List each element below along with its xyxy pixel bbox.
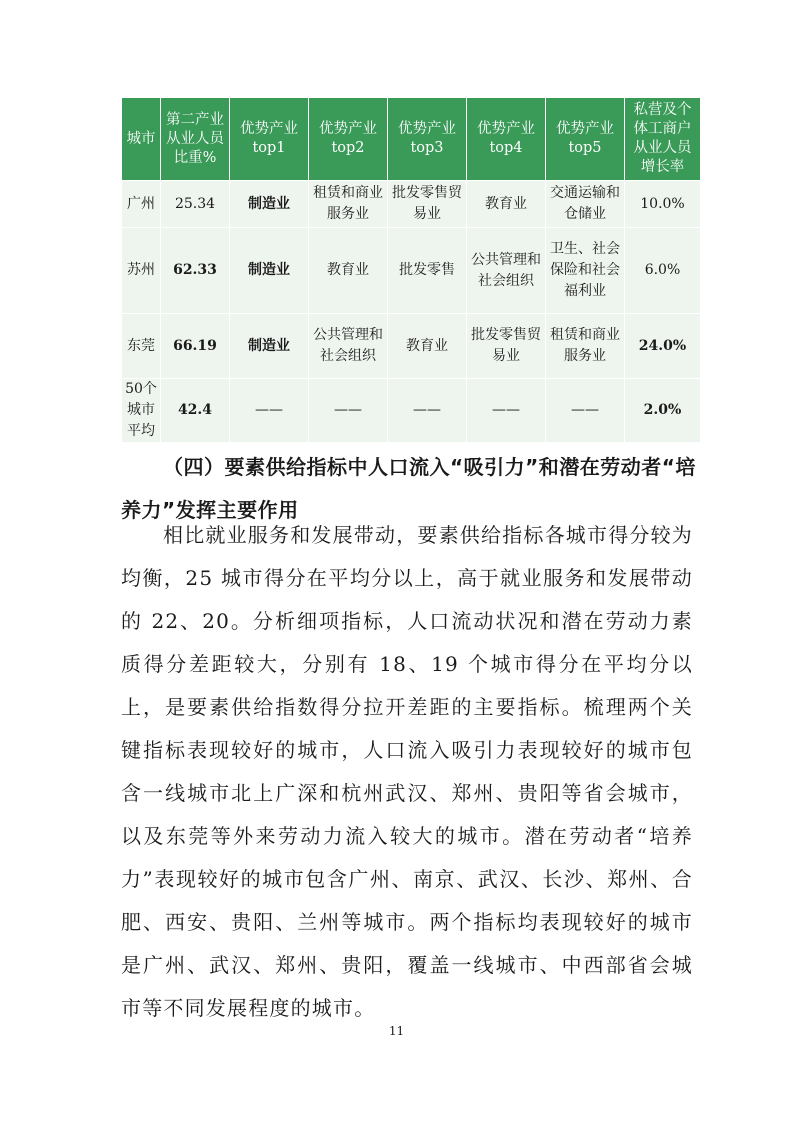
page-number: 11 xyxy=(388,1024,405,1038)
cell-top5: —— xyxy=(546,379,625,443)
cell-city: 苏州 xyxy=(122,228,161,314)
industry-table xyxy=(121,97,701,443)
table-header-row xyxy=(122,98,701,181)
table-row xyxy=(122,181,701,228)
cell-growth: 2.0% xyxy=(625,379,701,443)
cell-growth: 6.0% xyxy=(625,228,701,314)
cell-top1: 制造业 xyxy=(230,181,309,228)
cell-top5: 卫生、社会保险和社会福利业 xyxy=(546,228,625,314)
cell-top1: 制造业 xyxy=(230,228,309,314)
cell-ratio: 62.33 xyxy=(161,228,230,314)
header-growth: 私营及个体工商户从业人员增长率 xyxy=(625,98,701,181)
cell-city: 东莞 xyxy=(122,314,161,379)
table-row xyxy=(122,379,701,443)
cell-top3: 教育业 xyxy=(388,314,467,379)
cell-growth: 10.0% xyxy=(625,181,701,228)
cell-top2: —— xyxy=(309,379,388,443)
header-secondary-ratio: 第二产业从业人员比重% xyxy=(161,98,230,181)
cell-top3: 批发零售贸易业 xyxy=(388,181,467,228)
cell-top3: —— xyxy=(388,379,467,443)
cell-top4: —— xyxy=(467,379,546,443)
table-row xyxy=(122,228,701,314)
header-top2: 优势产业top2 xyxy=(309,98,388,181)
cell-ratio: 66.19 xyxy=(161,314,230,379)
cell-top4: 批发零售贸易业 xyxy=(467,314,546,379)
section-heading-text: （四）要素供给指标中人口流入“吸引力”和潜在劳动者“培养力”发挥主要作用 xyxy=(121,455,696,522)
header-top5: 优势产业top5 xyxy=(546,98,625,181)
cell-top1: —— xyxy=(230,379,309,443)
cell-city: 广州 xyxy=(122,181,161,228)
table-row xyxy=(122,314,701,379)
cell-top4: 教育业 xyxy=(467,181,546,228)
cell-city: 50个城市平均 xyxy=(122,379,161,443)
cell-top4: 公共管理和社会组织 xyxy=(467,228,546,314)
cell-top2: 租赁和商业服务业 xyxy=(309,181,388,228)
cell-ratio: 25.34 xyxy=(161,181,230,228)
header-top4: 优势产业top4 xyxy=(467,98,546,181)
cell-ratio: 42.4 xyxy=(161,379,230,443)
cell-top5: 租赁和商业服务业 xyxy=(546,314,625,379)
header-city: 城市 xyxy=(122,98,161,181)
body-paragraph: 相比就业服务和发展带动，要素供给指标各城市得分较为均衡，25 城市得分在平均分以上，高于就业服务和发展带动的 22、20。分析细项指标，人口流动状况和潜在劳动力素质得分差距较大，分别有 18、19 个城市得分在平均分以上，是要素供给指数得分拉开差距的主要指标。梳理两个关键指标表现较好的城市，人口流入吸引力表现较好的城市包含一线城市北上广深和杭州武汉、郑州、贵阳等省会城市，以及东莞等外来劳动力流入较大的城市。潜在劳动者“培养力”表现较好的城市包含广州、南京、武汉、长沙、郑州、合肥、西安、贵阳、兰州等城市。两个指标均表现较好的城市是广州、武汉、郑州、贵阳，覆盖一线城市、中西部省会城市等不同发展程度的城市。 xyxy=(121,523,693,1020)
header-top3: 优势产业top3 xyxy=(388,98,467,181)
header-top1: 优势产业top1 xyxy=(230,98,309,181)
cell-growth: 24.0% xyxy=(625,314,701,379)
cell-top2: 公共管理和社会组织 xyxy=(309,314,388,379)
cell-top1: 制造业 xyxy=(230,314,309,379)
cell-top5: 交通运输和仓储业 xyxy=(546,181,625,228)
cell-top2: 教育业 xyxy=(309,228,388,314)
cell-top3: 批发零售 xyxy=(388,228,467,314)
